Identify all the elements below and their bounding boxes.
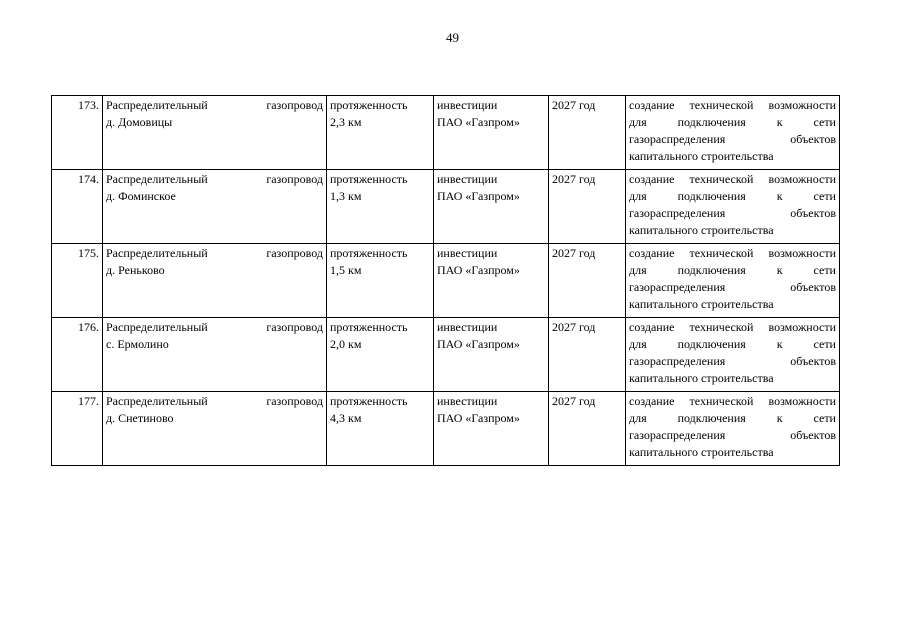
purpose-word: технической (689, 98, 754, 112)
extent-label: протяженность (330, 394, 408, 408)
purpose-line (629, 336, 836, 353)
row-number: 173. (52, 96, 103, 170)
extent-value: 2,0 км (330, 337, 362, 351)
purpose-line: капитального строительства (629, 371, 774, 385)
object-name-cell (103, 96, 327, 170)
purpose-word: возможности (768, 98, 836, 112)
extent-label: протяженность (330, 320, 408, 334)
purpose-word: подключения (677, 411, 746, 425)
object-name-cell (103, 392, 327, 466)
purpose-word: газораспределения (629, 132, 726, 146)
object-type-word: Распределительный (106, 172, 208, 186)
funding-line: ПАО «Газпром» (437, 411, 520, 425)
object-type-word: газопровод (266, 246, 323, 260)
extent-label: протяженность (330, 172, 408, 186)
purpose-line (629, 97, 836, 114)
purpose-line (629, 262, 836, 279)
purpose-word: возможности (768, 172, 836, 186)
funding-source-cell (434, 244, 549, 318)
purpose-line (629, 279, 836, 296)
funding-line: ПАО «Газпром» (437, 189, 520, 203)
purpose-word: объектов (790, 354, 836, 368)
purpose-word: возможности (768, 246, 836, 260)
object-type-word: газопровод (266, 98, 323, 112)
purpose-word: создание (629, 394, 675, 408)
purpose-line (629, 319, 836, 336)
purpose-word: технической (689, 246, 754, 260)
purpose-word: для (629, 189, 647, 203)
purpose-word: объектов (790, 132, 836, 146)
row-number: 175. (52, 244, 103, 318)
year-cell: 2027 год (549, 392, 626, 466)
row-number: 176. (52, 318, 103, 392)
purpose-line: капитального строительства (629, 445, 774, 459)
table-row (52, 318, 840, 392)
purpose-line (629, 353, 836, 370)
purpose-word: к (776, 115, 783, 129)
table-row (52, 170, 840, 244)
page-number: 49 (446, 30, 459, 45)
purpose-line (629, 410, 836, 427)
purpose-word: для (629, 263, 647, 277)
purpose-line (629, 205, 836, 222)
object-place: д. Реньково (106, 263, 165, 277)
object-type-word: газопровод (266, 172, 323, 186)
purpose-word: для (629, 337, 647, 351)
purpose-cell (626, 318, 840, 392)
object-type-word: Распределительный (106, 98, 208, 112)
purpose-line (629, 131, 836, 148)
purpose-word: к (776, 189, 783, 203)
object-place: с. Ермолино (106, 337, 169, 351)
purpose-word: создание (629, 320, 675, 334)
purpose-line: капитального строительства (629, 297, 774, 311)
funding-source-cell (434, 318, 549, 392)
funding-line: инвестиции (437, 172, 498, 186)
object-type-word: газопровод (266, 320, 323, 334)
purpose-word: подключения (677, 263, 746, 277)
table-row (52, 96, 840, 170)
purpose-word: объектов (790, 206, 836, 220)
object-name-cell (103, 170, 327, 244)
purpose-word: создание (629, 98, 675, 112)
purpose-line (629, 171, 836, 188)
extent-label: протяженность (330, 98, 408, 112)
purpose-word: сети (813, 337, 836, 351)
object-type-word: Распределительный (106, 394, 208, 408)
table-row (52, 244, 840, 318)
purpose-line: капитального строительства (629, 223, 774, 237)
purpose-line (629, 114, 836, 131)
purpose-line (629, 188, 836, 205)
extent-label: протяженность (330, 246, 408, 260)
purpose-word: к (776, 337, 783, 351)
purpose-word: возможности (768, 394, 836, 408)
purpose-word: подключения (677, 337, 746, 351)
object-place: д. Фоминское (106, 189, 176, 203)
year-cell: 2027 год (549, 244, 626, 318)
purpose-word: подключения (677, 189, 746, 203)
purpose-cell (626, 244, 840, 318)
purpose-word: технической (689, 320, 754, 334)
extent-cell (327, 392, 434, 466)
purpose-word: газораспределения (629, 280, 726, 294)
purpose-word: сети (813, 411, 836, 425)
purpose-word: газораспределения (629, 206, 726, 220)
purpose-word: газораспределения (629, 354, 726, 368)
object-name-cell (103, 318, 327, 392)
purpose-word: технической (689, 394, 754, 408)
purpose-word: для (629, 411, 647, 425)
purpose-word: технической (689, 172, 754, 186)
year-cell: 2027 год (549, 170, 626, 244)
purpose-word: сети (813, 115, 836, 129)
purpose-word: создание (629, 172, 675, 186)
extent-value: 4,3 км (330, 411, 362, 425)
funding-source-cell (434, 392, 549, 466)
object-place: д. Домовицы (106, 115, 173, 129)
object-place: д. Снетиново (106, 411, 174, 425)
row-number: 177. (52, 392, 103, 466)
purpose-cell (626, 392, 840, 466)
purpose-word: создание (629, 246, 675, 260)
year-cell: 2027 год (549, 96, 626, 170)
object-type-word: Распределительный (106, 320, 208, 334)
purpose-word: подключения (677, 115, 746, 129)
purpose-word: сети (813, 189, 836, 203)
purpose-word: сети (813, 263, 836, 277)
funding-source-cell (434, 170, 549, 244)
extent-value: 1,3 км (330, 189, 362, 203)
row-number: 174. (52, 170, 103, 244)
extent-value: 1,5 км (330, 263, 362, 277)
purpose-line (629, 245, 836, 262)
purpose-cell (626, 96, 840, 170)
purpose-word: для (629, 115, 647, 129)
table-row (52, 392, 840, 466)
purpose-line: капитального строительства (629, 149, 774, 163)
extent-cell (327, 96, 434, 170)
object-name-cell (103, 244, 327, 318)
funding-line: ПАО «Газпром» (437, 115, 520, 129)
extent-cell (327, 318, 434, 392)
purpose-word: газораспределения (629, 428, 726, 442)
purpose-word: объектов (790, 428, 836, 442)
year-cell: 2027 год (549, 318, 626, 392)
extent-cell (327, 170, 434, 244)
funding-source-cell (434, 96, 549, 170)
purpose-line (629, 427, 836, 444)
funding-line: ПАО «Газпром» (437, 263, 520, 277)
funding-line: инвестиции (437, 320, 498, 334)
object-type-word: газопровод (266, 394, 323, 408)
purpose-word: к (776, 411, 783, 425)
gas-pipeline-table (51, 95, 840, 466)
funding-line: инвестиции (437, 98, 498, 112)
purpose-word: объектов (790, 280, 836, 294)
purpose-word: к (776, 263, 783, 277)
funding-line: ПАО «Газпром» (437, 337, 520, 351)
object-type-word: Распределительный (106, 246, 208, 260)
funding-line: инвестиции (437, 246, 498, 260)
extent-cell (327, 244, 434, 318)
extent-value: 2,3 км (330, 115, 362, 129)
purpose-cell (626, 170, 840, 244)
purpose-word: возможности (768, 320, 836, 334)
purpose-line (629, 393, 836, 410)
funding-line: инвестиции (437, 394, 498, 408)
